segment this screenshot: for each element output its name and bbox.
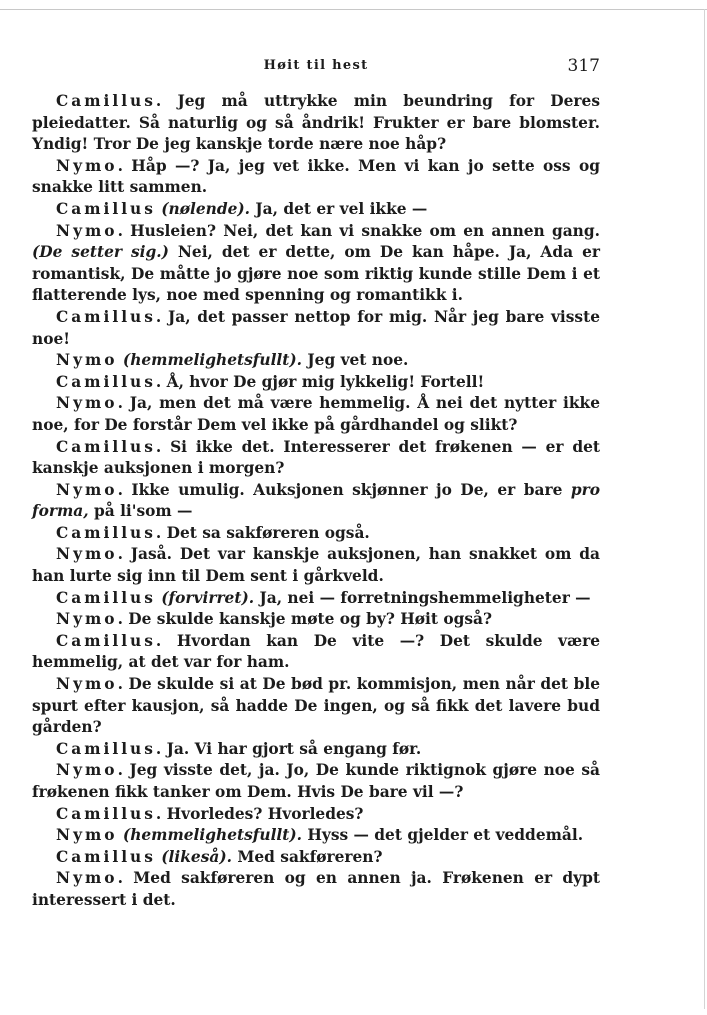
- speaker-name: Nymo: [56, 610, 118, 629]
- dialogue-line: . De skulde si at De bød pr. kommisjon, men når det ble spurt efter kausjon, så hadde De ingen, og så fikk det lavere bud gården?: [32, 675, 600, 737]
- dialogue-line: . Si ikke det. Interesserer det frøkenen — er det kanskje auksjonen i morgen?: [32, 437, 600, 478]
- dialogue-line: . De skulde kanskje møte og by? Høit også?: [117, 610, 493, 629]
- dialogue-line: på li'som —: [88, 502, 193, 521]
- speaker-name: Camillus: [56, 199, 156, 218]
- speaker-name: Nymo: [56, 156, 118, 175]
- stage-direction: (hemmelighetsfullt).: [122, 351, 303, 370]
- dialogue-paragraph: [32, 674, 600, 739]
- dialogue-paragraph: [32, 609, 600, 631]
- dialogue-paragraph: [32, 847, 600, 869]
- speaker-name: Camillus: [56, 631, 156, 650]
- dialogue-line: . Med sakføreren og en annen ja. Frøkenen er dypt interessert i det.: [32, 869, 600, 909]
- speaker-name: Camillus: [56, 588, 156, 607]
- dialogue-paragraph: [32, 350, 600, 372]
- stage-direction: (forvirret).: [161, 588, 255, 607]
- speaker-name: Nymo: [56, 869, 118, 888]
- speaker-name: Camillus: [56, 739, 156, 758]
- speaker-name: Nymo: [56, 394, 118, 413]
- page-edge-right: [704, 9, 705, 1009]
- dialogue-line: . Ja, det passer nettop for mig. Når jeg bare visste noe!: [32, 307, 600, 348]
- dialogue-paragraph: [32, 156, 600, 199]
- speaker-name: Nymo: [56, 675, 118, 694]
- speaker-name: Nymo: [56, 826, 118, 845]
- dialogue-paragraph: [32, 631, 600, 674]
- dialogue-line: . Jeg må uttrykke min beundring for Deres pleiedatter. Så naturlig og så åndrik! Frukter er bare blomster. Yndig! Tror De jeg kanskje torde nære noe håp?: [32, 92, 600, 154]
- stage-direction: (De setter sig.): [32, 243, 169, 262]
- speaker-name: Nymo: [56, 761, 118, 780]
- dialogue-line: . Husleien? Nei, det kan vi snakke om en annen gang.: [117, 221, 600, 240]
- dialogue-paragraph: [32, 739, 600, 761]
- stage-direction: (likeså).: [161, 847, 232, 866]
- dialogue-paragraph: [32, 437, 600, 480]
- dialogue-paragraph: [32, 307, 600, 350]
- dialogue-line: . Hvorledes? Hvorledes?: [155, 804, 364, 823]
- page-number: 317: [567, 56, 600, 76]
- speaker-name: Camillus: [56, 523, 156, 542]
- dialogue-paragraph: [32, 199, 600, 221]
- speaker-name: Camillus: [56, 372, 156, 391]
- dialogue-line: . Ja. Vi har gjort så engang før.: [155, 739, 422, 758]
- dialogue-paragraph: [32, 588, 600, 610]
- page-edge-top: [0, 9, 707, 10]
- speaker-name: Nymo: [56, 545, 118, 564]
- dialogue-line: . Ikke umulig. Auksjonen skjønner jo De, er bare: [117, 480, 571, 499]
- dialogue-line: . Å, hvor De gjør mig lykkelig! Fortell!: [155, 372, 485, 391]
- dialogue-line: . Jaså. Det var kanskje auksjonen, han snakket om da han lurte sig inn til Dem sent i gårkveld.: [32, 545, 600, 586]
- dialogue-line: Med sakføreren?: [231, 847, 383, 866]
- dialogue-line: . Håp —? Ja, jeg vet ikke. Men vi kan jo sette oss og snakke litt sammen.: [32, 156, 600, 197]
- dialogue-line: Hyss — det gjelder et veddemål.: [302, 826, 584, 845]
- speaker-name: Camillus: [56, 307, 156, 326]
- dialogue-line: Nei, det er dette, om De kan håpe. Ja, Ada er romantisk, De måtte jo gjøre noe som riktig kunde stille Dem i et flatterende lys, noe med spenning og romantikk i.: [32, 243, 600, 305]
- speaker-name: Camillus: [56, 804, 156, 823]
- stage-direction: (nølende).: [161, 199, 251, 218]
- dialogue-paragraph: [32, 544, 600, 587]
- dialogue-paragraph: [32, 480, 600, 523]
- speaker-name: Nymo: [56, 221, 118, 240]
- speaker-name: Nymo: [56, 351, 118, 370]
- dialogue-paragraph: [32, 760, 600, 803]
- page-header: [32, 56, 600, 78]
- dialogue-line: . Ja, men det må være hemmelig. Å nei det nytter ikke noe, for De forstår Dem vel ikke på gårdhandel og slikt?: [32, 394, 600, 434]
- dialogue-paragraph: [32, 393, 600, 436]
- speaker-name: Camillus: [56, 92, 156, 110]
- dialogue-paragraph: [32, 221, 600, 307]
- dialogue-paragraph: [32, 523, 600, 545]
- running-title: Høit til hest: [263, 58, 369, 73]
- speaker-name: Camillus: [56, 437, 156, 456]
- dialogue-text: [32, 91, 600, 912]
- dialogue-line: . Hvordan kan De vite —? Det skulde være hemmelig, at det var for ham.: [32, 631, 600, 672]
- dialogue-paragraph: [32, 804, 600, 826]
- dialogue-paragraph: [32, 91, 600, 156]
- dialogue-line: Ja, nei — forretningshemmeligheter —: [254, 588, 591, 607]
- speaker-name: Camillus: [56, 847, 156, 866]
- dialogue-line: Jeg vet noe.: [302, 351, 409, 370]
- dialogue-paragraph: [32, 868, 600, 911]
- dialogue-paragraph: [32, 825, 600, 847]
- stage-direction: (hemmelighetsfullt).: [122, 826, 303, 845]
- dialogue-line: . Jeg visste det, ja. Jo, De kunde riktignok gjøre noe så frøkenen fikk tanker om Dem. Hvis De bare vil —?: [32, 761, 600, 801]
- stage-direction: pro forma,: [32, 480, 600, 521]
- speaker-name: Nymo: [56, 480, 118, 499]
- dialogue-paragraph: [32, 372, 600, 394]
- dialogue-line: . Det sa sakføreren også.: [155, 523, 370, 542]
- dialogue-line: Ja, det er vel ikke —: [250, 199, 428, 218]
